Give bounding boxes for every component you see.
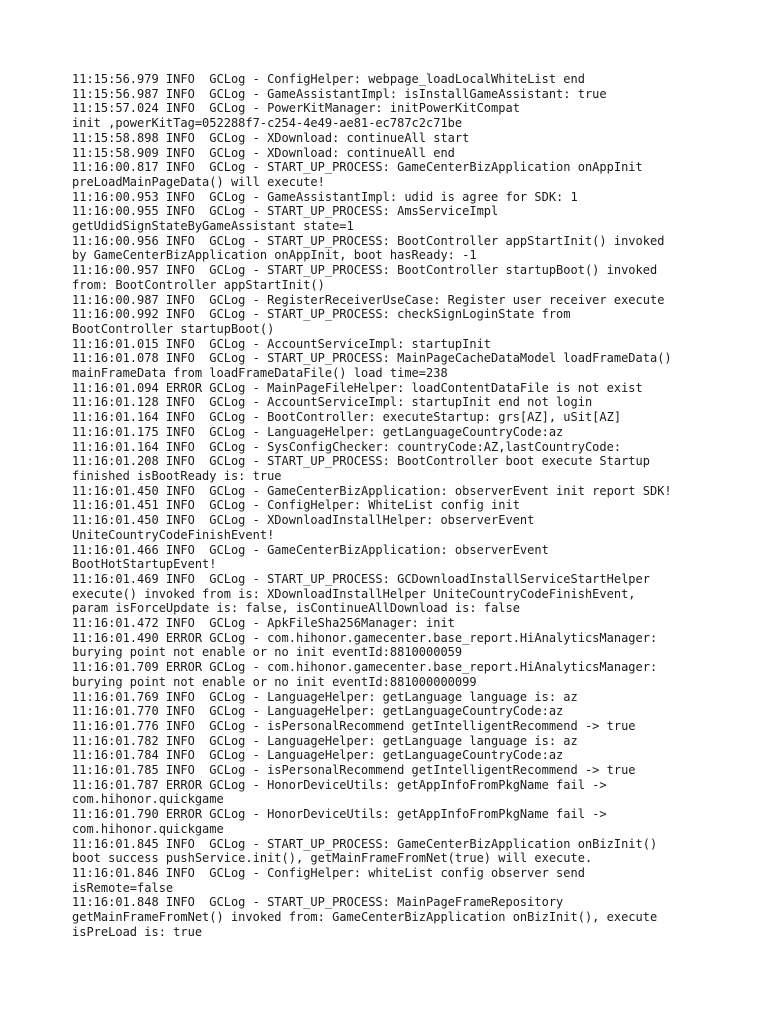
log-line: 11:16:01.078 INFO GCLog - START_UP_PROCESS: MainPageCacheDataModel loadFrameData() [72,351,672,366]
log-line: param isForceUpdate is: false, isContinueAllDownload is: false [72,601,520,616]
log-line: BootController startupBoot() [72,321,275,336]
log-line: BootHotStartupEvent! [72,557,217,572]
log-line: 11:16:01.776 INFO GCLog - isPersonalRecommend getIntelligentRecommend -> true [72,718,636,733]
log-line: mainFrameData from loadFrameDataFile() load time=238 [72,366,448,381]
log-line: execute() invoked from is: XDownloadInstallHelper UniteCountryCodeFinishEvent, [72,586,636,601]
log-line: boot success pushService.init(), getMainFrameFromNet(true) will execute. [72,851,593,866]
log-line: 11:16:01.128 INFO GCLog - AccountServiceImpl: startupInit end not login [72,395,593,410]
log-line: 11:16:01.848 INFO GCLog - START_UP_PROCESS: MainPageFrameRepository [72,895,564,910]
log-line: 11:16:01.164 INFO GCLog - SysConfigChecker: countryCode:AZ,lastCountryCode: [72,439,622,454]
log-line: 11:16:01.450 INFO GCLog - GameCenterBizApplication: observerEvent init report SDK! [72,483,672,498]
log-document [72,72,712,939]
log-line: 11:16:01.846 INFO GCLog - ConfigHelper: whiteList config observer send [72,865,585,880]
log-line: 11:16:01.469 INFO GCLog - START_UP_PROCESS: GCDownloadInstallServiceStartHelper [72,571,650,586]
log-line: 11:16:00.992 INFO GCLog - START_UP_PROCESS: checkSignLoginState from [72,307,571,322]
log-line: 11:15:56.979 INFO GCLog - ConfigHelper: webpage_loadLocalWhiteList end [72,72,585,86]
log-line: 11:16:00.957 INFO GCLog - START_UP_PROCESS: BootController startupBoot() invoked [72,263,658,278]
log-line: 11:16:00.817 INFO GCLog - START_UP_PROCESS: GameCenterBizApplication onAppInit [72,160,643,175]
log-line: 11:16:01.787 ERROR GCLog - HonorDeviceUtils: getAppInfoFromPkgName fail -> [72,777,607,792]
log-line: 11:16:01.472 INFO GCLog - ApkFileSha256Manager: init [72,616,455,631]
log-line: 11:15:58.909 INFO GCLog - XDownload: continueAll end [72,145,455,160]
log-line: 11:16:00.953 INFO GCLog - GameAssistantImpl: udid is agree for SDK: 1 [72,189,578,204]
log-line: isPreLoad is: true [72,924,203,939]
log-line: burying point not enable or no init eventId:8810000059 [72,645,463,660]
log-line: from: BootController appStartInit() [72,277,325,292]
log-line: burying point not enable or no init eventId:881000000099 [72,674,477,689]
log-line: 11:16:01.450 INFO GCLog - XDownloadInstallHelper: observerEvent [72,513,535,528]
log-line: 11:16:01.845 INFO GCLog - START_UP_PROCESS: GameCenterBizApplication onBizInit() [72,836,658,851]
log-line: com.hihonor.quickgame [72,821,224,836]
log-line: 11:15:57.024 INFO GCLog - PowerKitManager: initPowerKitCompat [72,101,520,116]
log-line: getMainFrameFromNet() invoked from: GameCenterBizApplication onBizInit(), execute [72,910,658,925]
log-line: init ,powerKitTag=052288f7-c254-4e49-ae81-ec787c2c71be [72,116,463,131]
log-line: 11:16:01.466 INFO GCLog - GameCenterBizApplication: observerEvent [72,542,549,557]
log-line: 11:15:56.987 INFO GCLog - GameAssistantImpl: isInstallGameAssistant: true [72,86,607,101]
log-line: 11:16:00.987 INFO GCLog - RegisterReceiverUseCase: Register user receiver execute [72,292,665,307]
log-line: 11:16:01.094 ERROR GCLog - MainPageFileHelper: loadContentDataFile is not exist [72,380,643,395]
log-line: 11:16:00.956 INFO GCLog - START_UP_PROCESS: BootController appStartInit() invoked [72,233,665,248]
log-line: 11:16:01.490 ERROR GCLog - com.hihonor.gamecenter.base_report.HiAnalyticsManager: [72,630,658,645]
log-line: 11:16:01.208 INFO GCLog - START_UP_PROCESS: BootController boot execute Startup [72,454,650,469]
log-line: 11:16:01.164 INFO GCLog - BootController: executeStartup: grs[AZ], uSit[AZ] [72,410,622,425]
log-line: 11:16:01.175 INFO GCLog - LanguageHelper: getLanguageCountryCode:az [72,424,564,439]
log-line: by GameCenterBizApplication onAppInit, boot hasReady: -1 [72,248,477,263]
log-line: 11:16:01.451 INFO GCLog - ConfigHelper: WhiteList config init [72,498,520,513]
log-line: 11:16:01.709 ERROR GCLog - com.hihonor.gamecenter.base_report.HiAnalyticsManager: [72,660,658,675]
log-line: getUdidSignStateByGameAssistant state=1 [72,219,354,234]
log-line: 11:16:01.769 INFO GCLog - LanguageHelper: getLanguage language is: az [72,689,578,704]
log-line: 11:16:01.784 INFO GCLog - LanguageHelper: getLanguageCountryCode:az [72,748,564,763]
log-line: 11:16:01.015 INFO GCLog - AccountServiceImpl: startupInit [72,336,492,351]
log-body [72,72,712,939]
log-line: 11:16:01.785 INFO GCLog - isPersonalRecommend getIntelligentRecommend -> true [72,763,636,778]
log-line: finished isBootReady is: true [72,468,282,483]
log-line: com.hihonor.quickgame [72,792,224,807]
log-line: 11:16:01.770 INFO GCLog - LanguageHelper: getLanguageCountryCode:az [72,704,564,719]
log-line: isRemote=false [72,880,174,895]
log-line: 11:16:01.782 INFO GCLog - LanguageHelper: getLanguage language is: az [72,733,578,748]
log-line: UniteCountryCodeFinishEvent! [72,527,275,542]
log-line: preLoadMainPageData() will execute! [72,174,325,189]
log-line: 11:16:01.790 ERROR GCLog - HonorDeviceUtils: getAppInfoFromPkgName fail -> [72,807,607,822]
log-line: 11:15:58.898 INFO GCLog - XDownload: continueAll start [72,130,470,145]
log-line: 11:16:00.955 INFO GCLog - START_UP_PROCESS: AmsServiceImpl [72,204,499,219]
